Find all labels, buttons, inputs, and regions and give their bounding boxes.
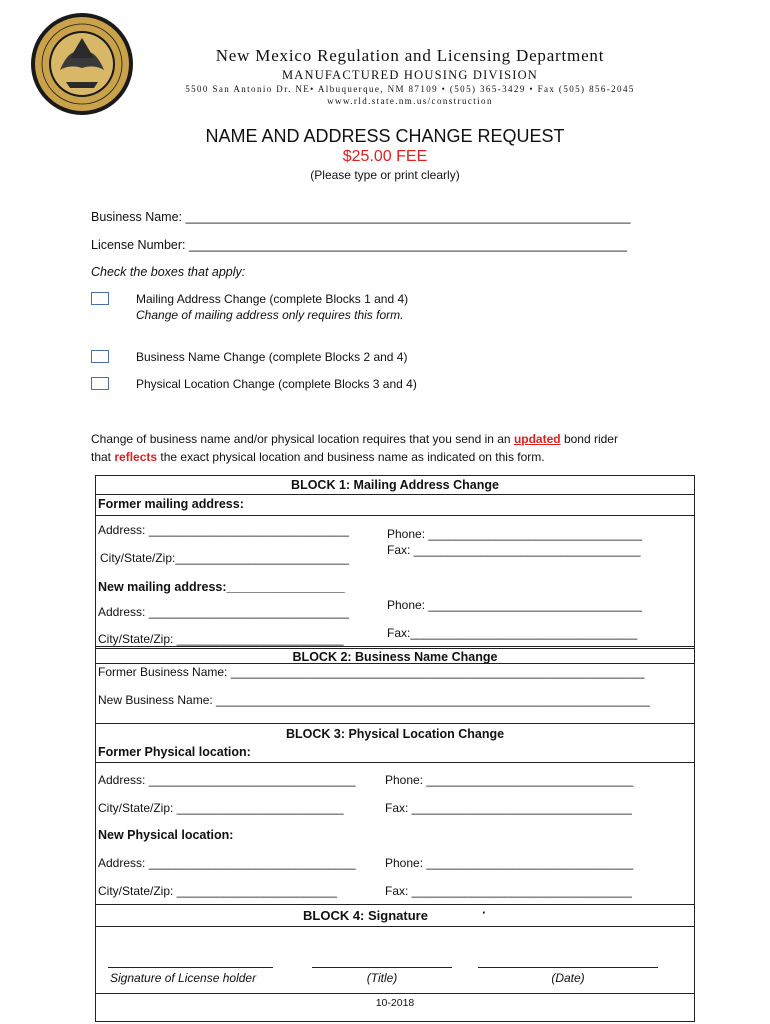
title-line[interactable] — [312, 967, 452, 968]
block3-title: BLOCK 3: Physical Location Change — [285, 727, 505, 741]
mailing-change-note: Change of mailing address only requires this form. — [136, 308, 404, 322]
block3-former-label: Former Physical location: — [98, 745, 251, 759]
block1-former-city[interactable]: City/State/Zip:__________________________ — [100, 551, 349, 565]
block3-former-phone[interactable]: Phone: _______________________________ — [385, 773, 634, 787]
block2-divider — [95, 646, 695, 649]
block3-divider — [95, 723, 695, 724]
signature-line[interactable] — [108, 967, 273, 968]
block1-new-label: New mailing address: — [98, 580, 227, 594]
date-label: (Date) — [551, 971, 585, 985]
check-prompt: Check the boxes that apply: — [91, 265, 246, 279]
block4-divider — [95, 904, 695, 905]
block2-former-name[interactable]: Former Business Name: ______________________________________________________________ — [98, 665, 645, 679]
print-note: (Please type or print clearly) — [310, 168, 460, 182]
block4-title: BLOCK 4: Signature — [303, 908, 428, 923]
revision-date: 10-2018 — [375, 997, 415, 1009]
block4-title-divider — [95, 926, 695, 927]
block2-title: BLOCK 2: Business Name Change — [292, 650, 498, 664]
department-address: 5500 San Antonio Dr. NE• Albuquerque, NM 87109 • (505) 365-3429 • Fax (505) 856-2045 — [185, 84, 635, 94]
block1-new-phone[interactable]: Phone: ________________________________ — [387, 598, 642, 612]
block1-divider — [95, 494, 695, 495]
instruction-line-2 — [91, 450, 545, 464]
department-website: www.rld.state.nm.us/construction — [327, 96, 493, 106]
business-name-change-label: Business Name Change (complete Blocks 2 and 4) — [136, 350, 408, 364]
block3-former-fax[interactable]: Fax: _________________________________ — [385, 801, 632, 815]
physical-location-change-checkbox[interactable] — [91, 377, 109, 390]
signature-label: Signature of License holder — [110, 971, 257, 985]
block1-new-label-row — [98, 578, 345, 596]
block1-new-fax[interactable]: Fax:__________________________________ — [387, 626, 638, 640]
instruction-updated: updated — [513, 432, 561, 446]
date-line[interactable] — [478, 967, 658, 968]
block1-former-label: Former mailing address: — [98, 497, 244, 511]
instruction-reflects: reflects — [114, 450, 158, 464]
mailing-change-label: Mailing Address Change (complete Blocks 1 and 4) — [136, 292, 409, 306]
instruction-text-c: that — [91, 450, 115, 464]
form-title: NAME AND ADDRESS CHANGE REQUEST — [205, 126, 565, 146]
license-number-field[interactable]: License Number: _______________________________________________________________ — [91, 238, 627, 252]
block3-former-city[interactable]: City/State/Zip: _________________________ — [98, 801, 344, 815]
physical-location-change-label: Physical Location Change (complete Blocks 3 and 4) — [136, 377, 417, 391]
block3-former-divider — [95, 762, 695, 763]
mailing-change-checkbox[interactable] — [91, 292, 109, 305]
block1-former-address[interactable]: Address: ______________________________ — [98, 523, 349, 537]
block3-new-city[interactable]: City/State/Zip: ________________________ — [98, 884, 337, 898]
block3-new-phone[interactable]: Phone: _______________________________ — [385, 856, 634, 870]
title-label: (Title) — [366, 971, 398, 985]
block4-mark: · — [482, 905, 487, 920]
block1-former-fax[interactable]: Fax: __________________________________ — [387, 543, 641, 557]
block1-new-city[interactable]: City/State/Zip: _________________________ — [98, 632, 344, 646]
business-name-change-checkbox[interactable] — [91, 350, 109, 363]
block2-new-name[interactable]: New Business Name: _________________________________________________________________ — [98, 693, 650, 707]
instruction-text-a: Change of business name and/or physical location requires that you send in an — [91, 432, 514, 446]
block1-former-divider — [95, 515, 695, 516]
block1-title: BLOCK 1: Mailing Address Change — [291, 478, 499, 492]
instruction-line-1 — [91, 432, 618, 446]
fee-amount: $25.00 FEE — [342, 148, 428, 165]
block3-new-label: New Physical location: — [98, 828, 234, 842]
footer-divider — [95, 993, 695, 994]
block3-former-address[interactable]: Address: _______________________________ — [98, 773, 356, 787]
business-name-field[interactable]: Business Name: ________________________________________________________________ — [91, 210, 631, 224]
block1-former-phone[interactable]: Phone: ________________________________ — [387, 527, 642, 541]
instruction-text-b: bond rider — [560, 432, 618, 446]
division-name: MANUFACTURED HOUSING DIVISION — [281, 68, 539, 82]
block2-title-divider — [95, 663, 695, 664]
department-title: New Mexico Regulation and Licensing Department — [215, 46, 605, 65]
instruction-text-d: the exact physical location and business name as indicated on this form. — [157, 450, 545, 464]
block3-new-address[interactable]: Address: _______________________________ — [98, 856, 356, 870]
block3-new-fax[interactable]: Fax: _________________________________ — [385, 884, 632, 898]
block1-new-address[interactable]: Address: ______________________________ — [98, 605, 349, 619]
block1-new-label-line[interactable]: _________________ — [226, 580, 345, 594]
